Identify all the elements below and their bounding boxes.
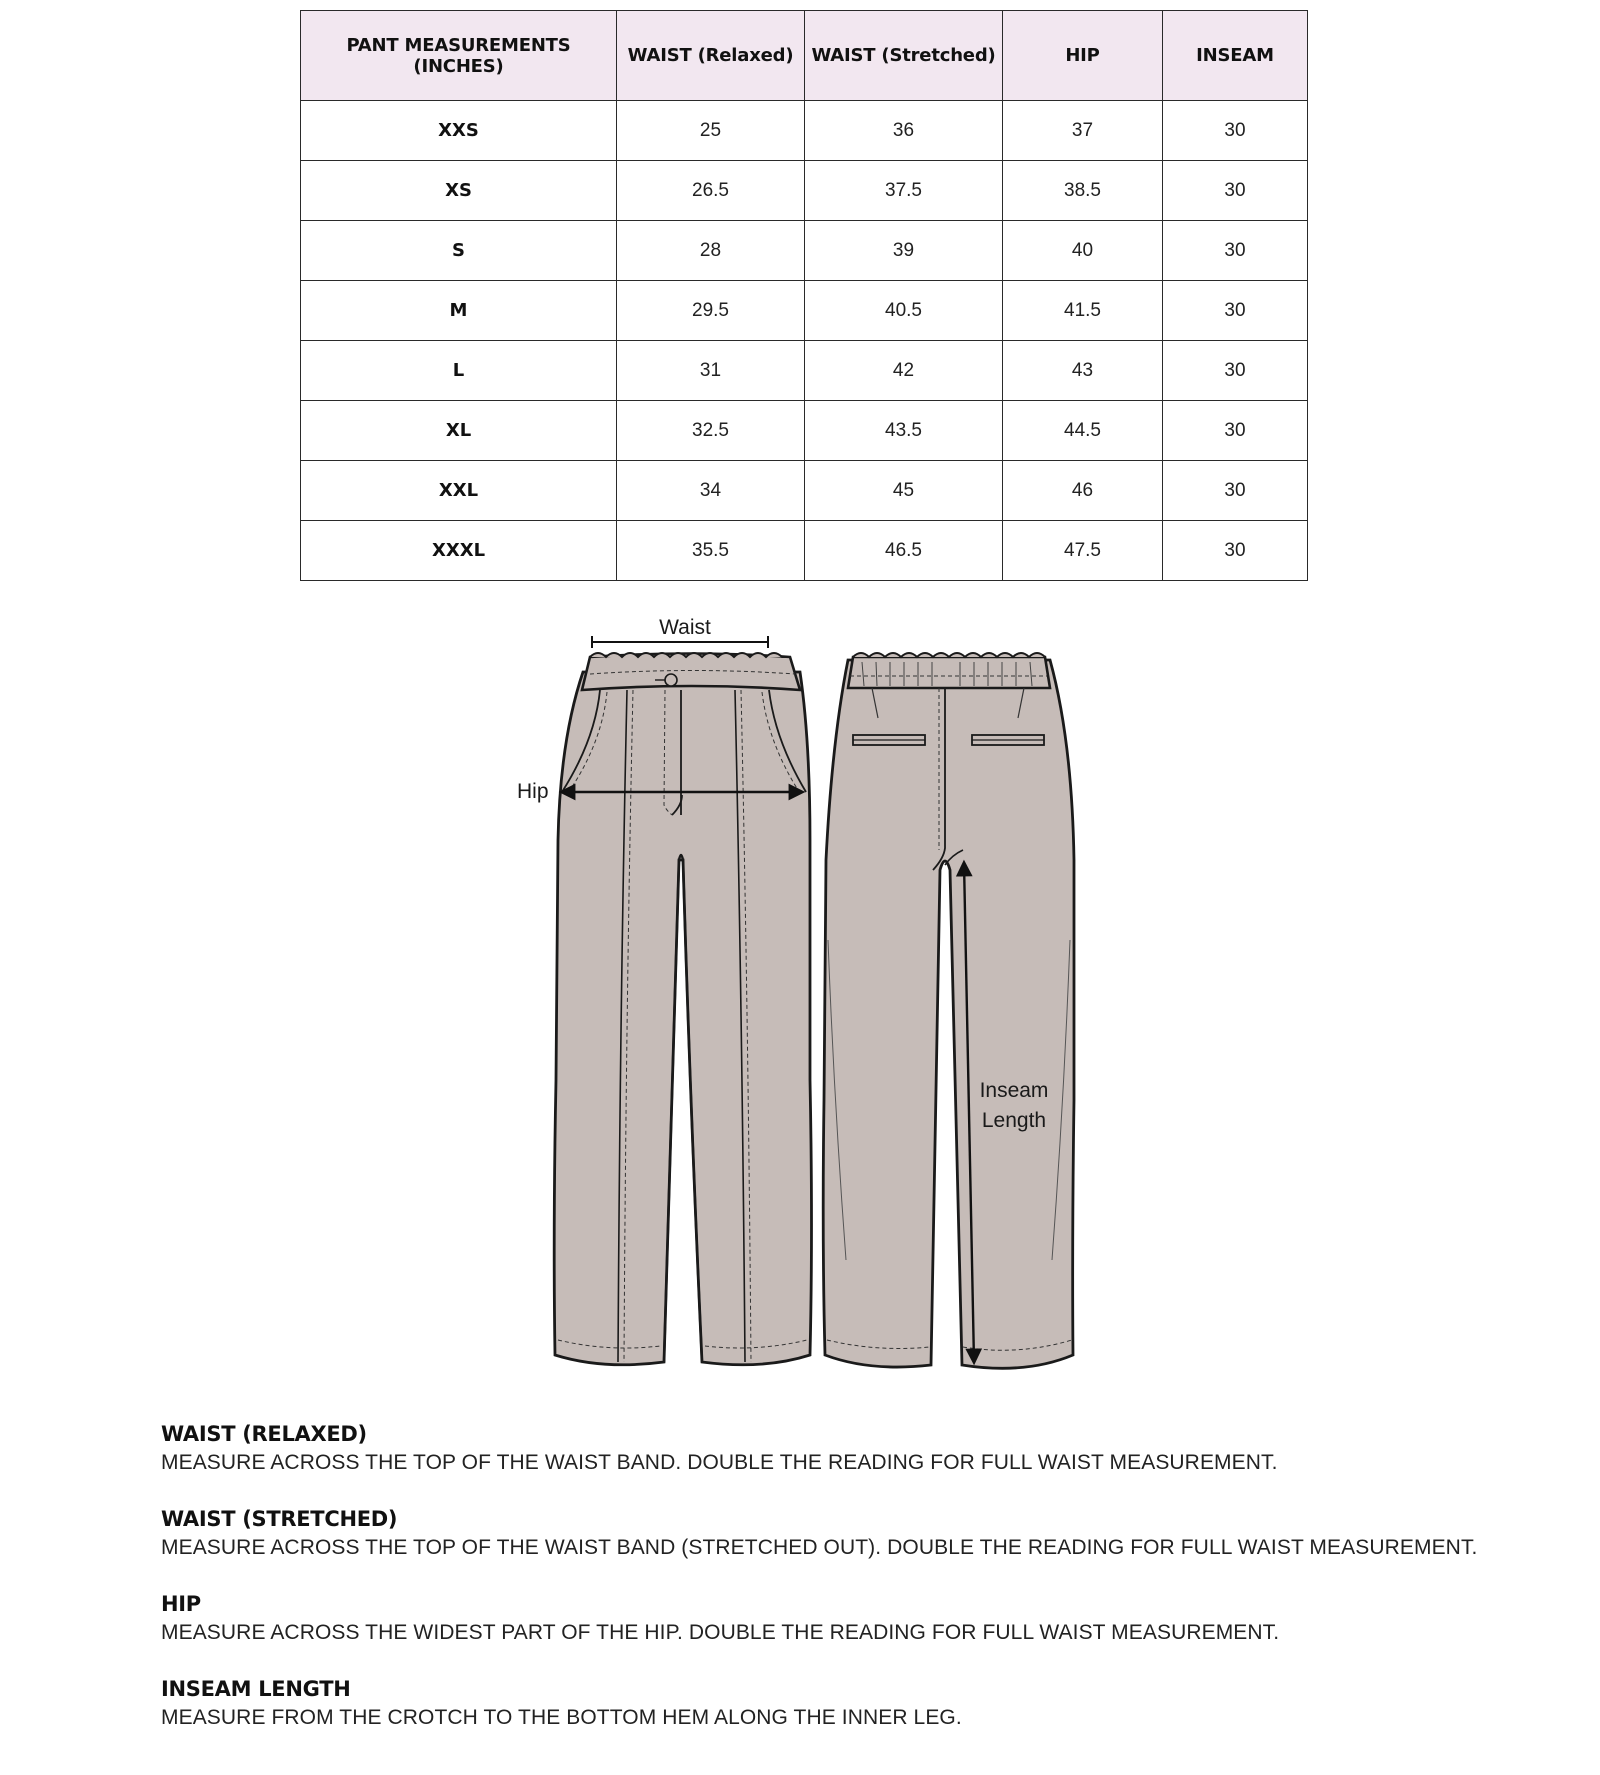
hip-cell: 40 <box>1003 221 1163 281</box>
front-pants-body <box>554 672 811 1365</box>
measurement-instructions <box>161 1419 1581 1759</box>
waist-stretched-cell: 40.5 <box>805 281 1003 341</box>
waist-relaxed-cell: 35.5 <box>617 521 805 581</box>
size-cell: XXXL <box>301 521 617 581</box>
waist-stretched-cell: 45 <box>805 461 1003 521</box>
instruction-text: MEASURE ACROSS THE WIDEST PART OF THE HIP. DOUBLE THE READING FOR FULL WAIST MEASUREMENT. <box>161 1621 1280 1644</box>
inseam-cell: 30 <box>1163 221 1308 281</box>
hip-cell: 46 <box>1003 461 1163 521</box>
header-pant-measurements: PANT MEASUREMENTS (INCHES) <box>301 11 617 101</box>
instruction-text: MEASURE ACROSS THE TOP OF THE WAIST BAND (STRETCHED OUT). DOUBLE THE READING FOR FULL WAIST MEASUREMENT. <box>161 1536 1478 1559</box>
size-cell: XXS <box>301 101 617 161</box>
size-cell: XXL <box>301 461 617 521</box>
hip-label: Hip <box>517 780 549 803</box>
front-waistband <box>582 654 800 691</box>
inseam-cell: 30 <box>1163 341 1308 401</box>
inseam-cell: 30 <box>1163 461 1308 521</box>
waist-stretched-cell: 46.5 <box>805 521 1003 581</box>
instruction-inseam-length <box>161 1674 1581 1732</box>
waist-stretched-cell: 39 <box>805 221 1003 281</box>
back-waistband <box>848 657 1050 688</box>
waist-stretched-cell: 37.5 <box>805 161 1003 221</box>
instruction-waist-relaxed <box>161 1419 1581 1477</box>
inseam-cell: 30 <box>1163 521 1308 581</box>
hip-cell: 44.5 <box>1003 401 1163 461</box>
header-inseam: INSEAM <box>1163 11 1308 101</box>
instruction-title: WAIST (RELAXED) <box>161 1422 367 1446</box>
hip-cell: 47.5 <box>1003 521 1163 581</box>
waist-stretched-cell: 43.5 <box>805 401 1003 461</box>
waist-relaxed-cell: 31 <box>617 341 805 401</box>
pants-back-view <box>823 653 1074 1368</box>
pants-front-view <box>554 653 811 1365</box>
header-waist-relaxed: WAIST (Relaxed) <box>617 11 805 101</box>
instruction-text: MEASURE FROM THE CROTCH TO THE BOTTOM HEM ALONG THE INNER LEG. <box>161 1706 962 1729</box>
front-elastic-top <box>590 653 790 657</box>
instruction-text: MEASURE ACROSS THE TOP OF THE WAIST BAND. DOUBLE THE READING FOR FULL WAIST MEASUREMENT. <box>161 1451 1278 1474</box>
inseam-label-line1: Inseam <box>979 1079 1049 1102</box>
instruction-title: INSEAM LENGTH <box>161 1677 351 1701</box>
header-hip: HIP <box>1003 11 1163 101</box>
waist-relaxed-cell: 25 <box>617 101 805 161</box>
size-cell: M <box>301 281 617 341</box>
waist-relaxed-cell: 29.5 <box>617 281 805 341</box>
inseam-cell: 30 <box>1163 161 1308 221</box>
waist-relaxed-cell: 34 <box>617 461 805 521</box>
waist-relaxed-cell: 32.5 <box>617 401 805 461</box>
waist-label: Waist <box>659 616 711 639</box>
button-icon <box>665 674 677 686</box>
size-cell: XS <box>301 161 617 221</box>
hip-cell: 41.5 <box>1003 281 1163 341</box>
hip-cell: 38.5 <box>1003 161 1163 221</box>
inseam-cell: 30 <box>1163 281 1308 341</box>
instruction-hip <box>161 1589 1581 1647</box>
waist-stretched-cell: 42 <box>805 341 1003 401</box>
back-pants-body <box>823 660 1074 1368</box>
inseam-cell: 30 <box>1163 401 1308 461</box>
inseam-label-line2: Length <box>981 1109 1047 1132</box>
inseam-cell: 30 <box>1163 101 1308 161</box>
header-waist-stretched: WAIST (Stretched) <box>805 11 1003 101</box>
size-cell: XL <box>301 401 617 461</box>
size-cell: S <box>301 221 617 281</box>
size-cell: L <box>301 341 617 401</box>
instruction-title: WAIST (STRETCHED) <box>161 1507 398 1531</box>
hip-cell: 43 <box>1003 341 1163 401</box>
back-elastic-top <box>853 653 1045 657</box>
instruction-title: HIP <box>161 1592 201 1616</box>
hip-cell: 37 <box>1003 101 1163 161</box>
waist-stretched-cell: 36 <box>805 101 1003 161</box>
waist-relaxed-cell: 28 <box>617 221 805 281</box>
instruction-waist-stretched <box>161 1504 1581 1562</box>
waist-relaxed-cell: 26.5 <box>617 161 805 221</box>
